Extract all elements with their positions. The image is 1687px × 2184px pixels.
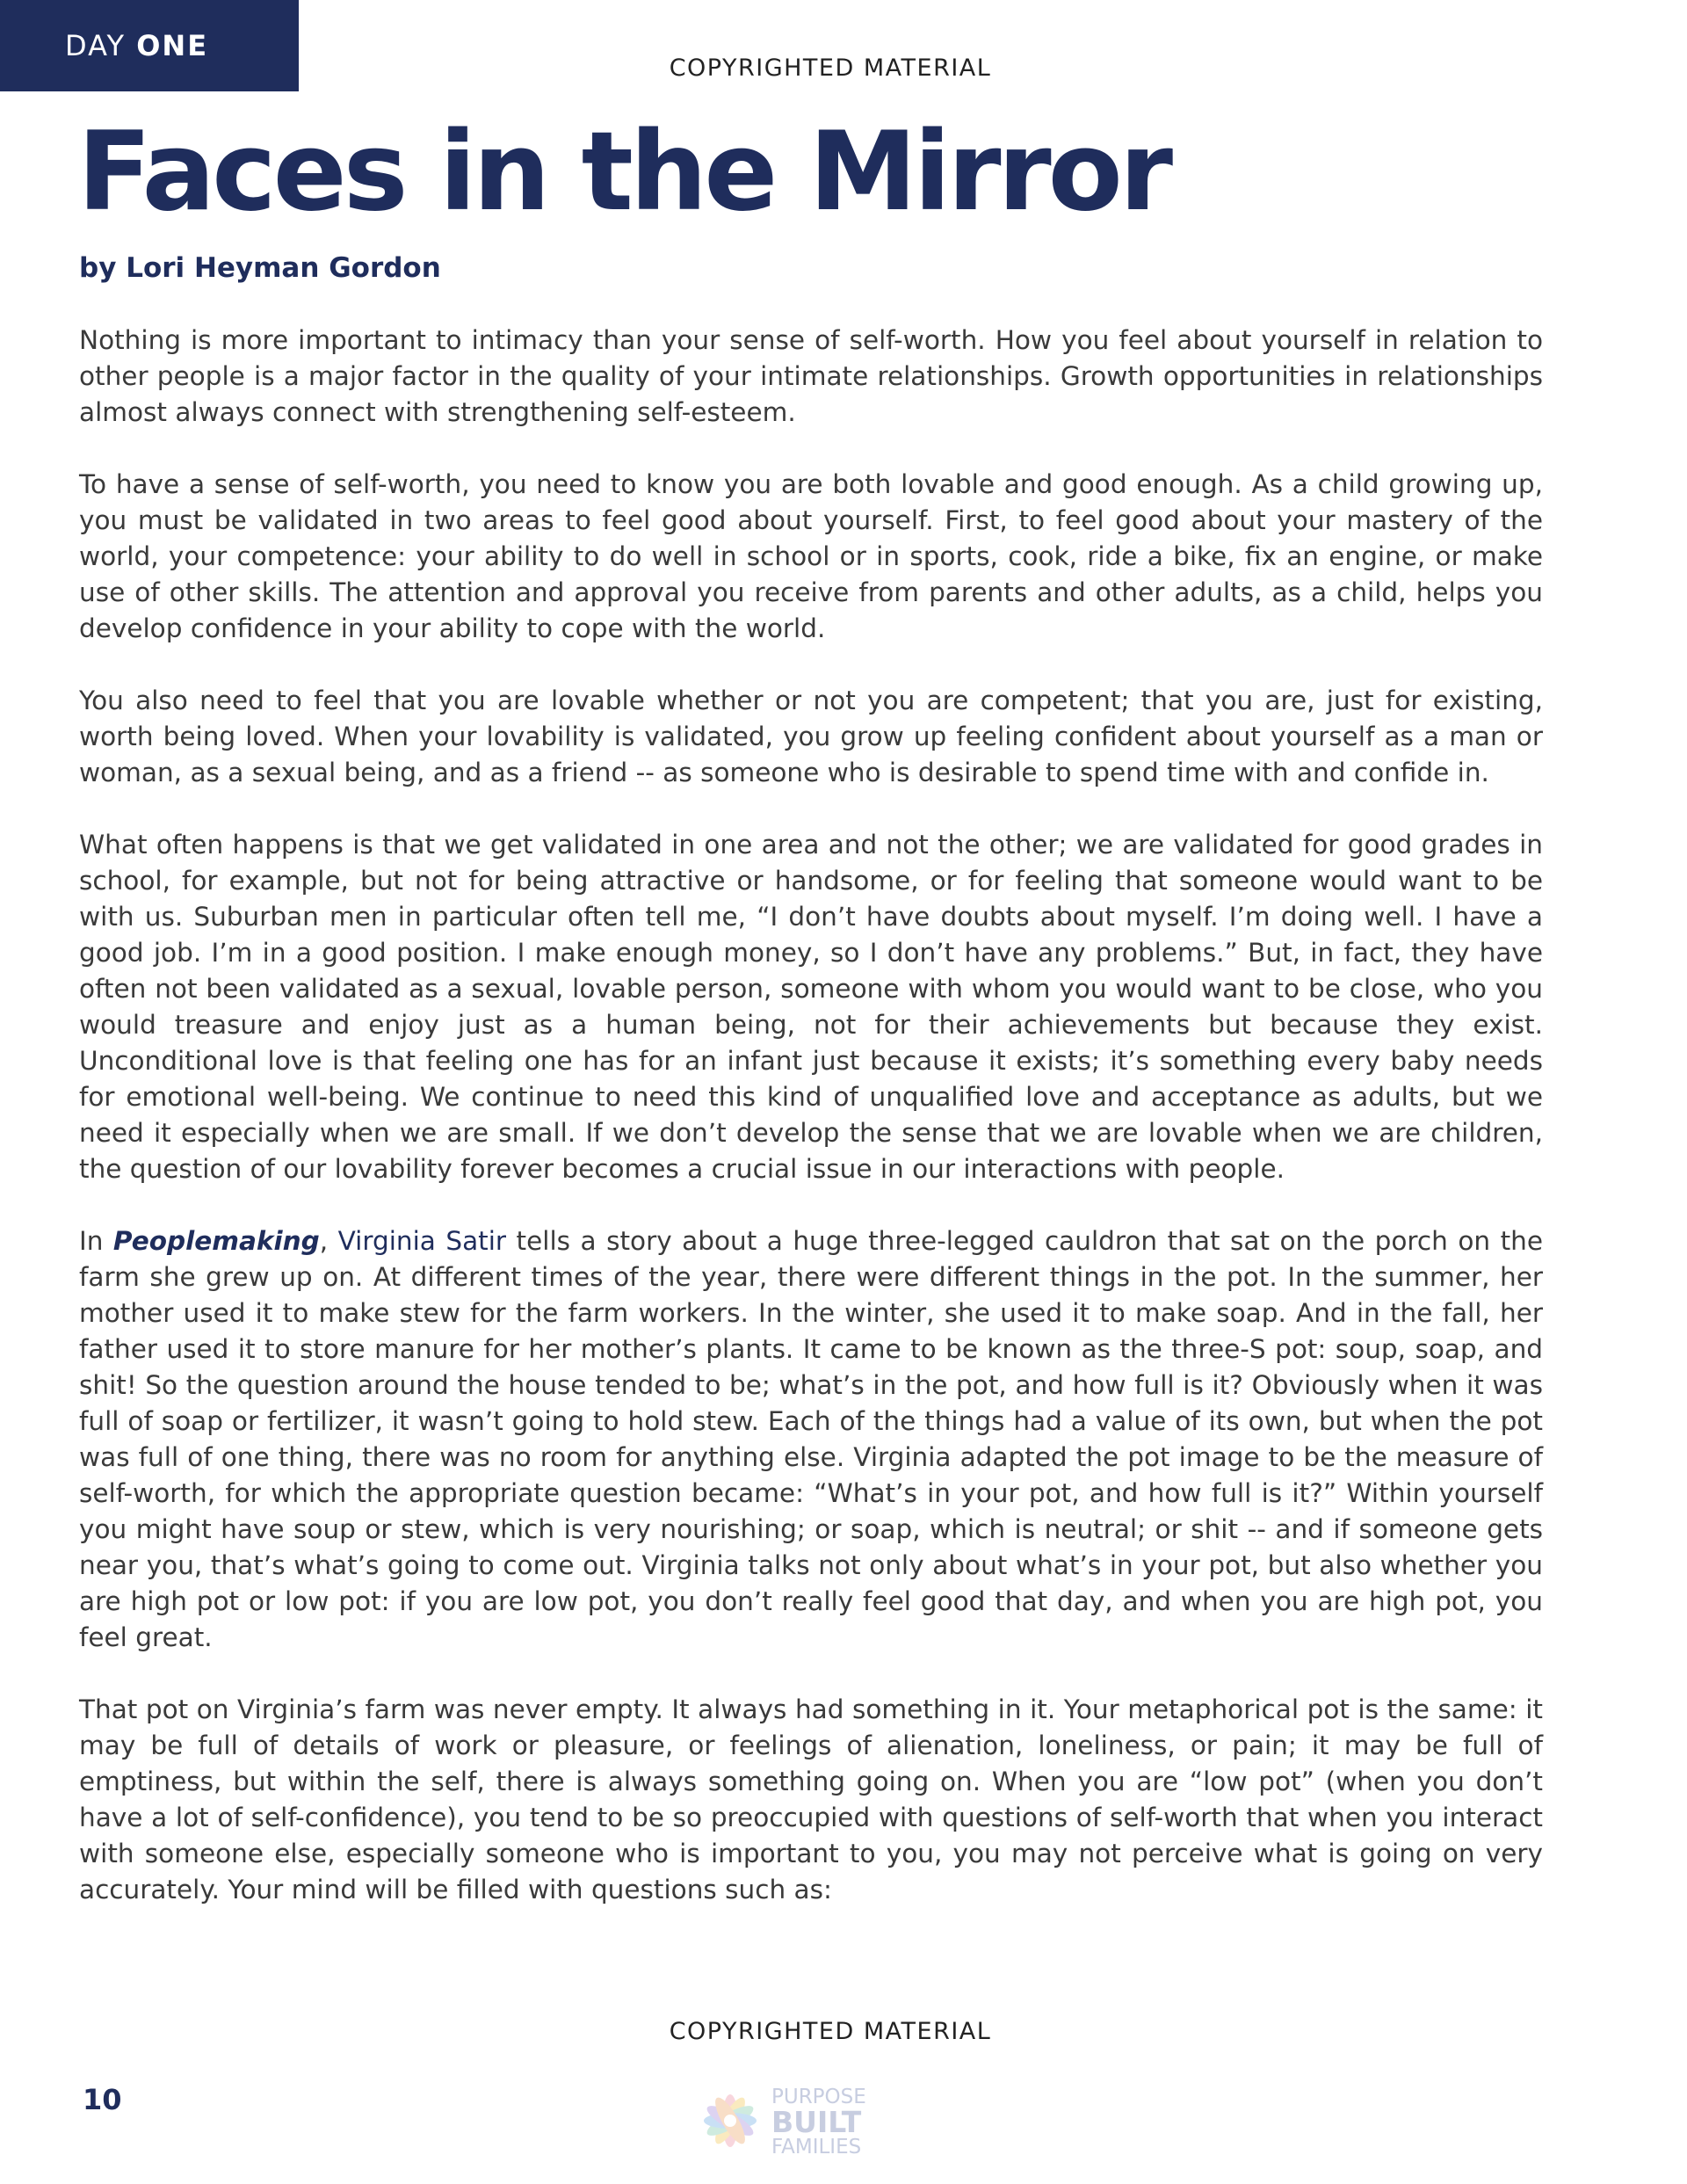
article-title: Faces in the Mirror [77,109,1170,236]
person-virginia-satir: Virginia Satir [337,1226,507,1256]
paragraph-5-text: tells a story about a huge three-legged cauldron that sat on the porch on the farm she grew up on. At different times of the year, there were different things in the pot. In the summer, her mother used it to make stew for the farm workers. In the winter, she used it to make soap. And in the fall, her father used it to store manure for her mother’s plants. It came to be known as the three-S pot: soup, soap, and shit! So the question around the house tended to be; what’s in the pot, and how full is it? Obviously when it was full of soap or fertilizer, it wasn’t going to hold stew. Each of the things had a value of its own, but when the pot was full of one thing, there was no room for anything else. Virginia adapted the pot image to be the measure of self-worth, for which the appropriate question became: “What’s in your pot, and how full is it?” Within yourself you might have soup or stew, which is very nourishing; or soap, which is neutral; or shit -- and if someone gets near you, that’s what’s going to come out. Virginia talks not only about what’s in your pot, but also whether you are high pot or low pot: if you are low pot, you don’t really feel good that day, and when you are high pot, you feel great. [79,1226,1543,1652]
copyright-notice-top: COPYRIGHTED MATERIAL [669,54,992,82]
page-number: 10 [83,2083,122,2116]
book-title-peoplemaking: Peoplemaking [112,1226,320,1256]
purpose-built-families-logo [691,2081,875,2160]
day-number: ONE [136,29,209,62]
paragraph-5-comma: , [319,1226,338,1256]
day-label: DAY [65,29,127,62]
article-byline: by Lori Heyman Gordon [79,252,441,284]
paragraph-6: That pot on Virginia’s farm was never empty. It always had something in it. Your metaphorical pot is the same: it may be full of details of work or pleasure, or feelings of alienation, loneliness, or pain; it may be full of emptiness, but within the self, there is always something going on. When you are “low pot” (when you don’t have a lot of self-confidence), you tend to be so preoccupied with questions of self-worth that when you interact with someone else, especially someone who is important to you, you may not perceive what is going on very accurately. Your mind will be filled with questions such as: [79,1694,1543,1905]
paragraph-3: You also need to feel that you are lovable whether or not you are competent; that you are, just for existing, worth being loved. When your lovability is validated, you grow up feeling confident about yourself as a man or woman, as a sexual being, and as a friend -- as someone who is desirable to spend time with and confide in. [79,686,1543,787]
paragraph-5 [79,1223,1543,1656]
logo-word-purpose: PURPOSE [771,2086,866,2108]
paragraph-5-lead: In [79,1226,113,1256]
logo-word-families: FAMILIES [771,2136,862,2159]
flower-icon [691,2081,770,2160]
logo-word-built: BUILT [771,2105,862,2139]
paragraph-2: To have a sense of self-worth, you need to know you are both lovable and good enough. As a child growing up, you must be validated in two areas to feel good about yourself. First, to feel good about your mastery of the world, your competence: your ability to do well in school or in sports, cook, ride a bike, fix an engine, or make use of other skills. The attention and approval you receive from parents and other adults, as a child, helps you develop confidence in your ability to cope with the world. [79,469,1543,643]
paragraph-1: Nothing is more important to intimacy than your sense of self-worth. How you feel about yourself in relation to other people is a major factor in the quality of your intimate relationships. Growth opportunities in relationships almost always connect with strengthening self-esteem. [79,325,1543,427]
logo-wordmark [771,2086,866,2159]
article-body [79,323,1543,1944]
copyright-notice-bottom: COPYRIGHTED MATERIAL [669,2018,992,2045]
paragraph-4: What often happens is that we get validated in one area and not the other; we are validated for good grades in school, for example, but not for being attractive or handsome, or for feeling that someone would want to be with us. Suburban men in particular often tell me, “I don’t have doubts about myself. I’m doing well. I have a good job. I’m in a good position. I make enough money, so I don’t have any problems.” But, in fact, they have often not been validated as a sexual, lovable person, someone with whom you would want to be close, who you would treasure and enjoy just as a human being, not for their achievements but because they exist. Unconditional love is that feeling one has for an infant just because it exists; it’s something every baby needs for emotional well-being. We continue to need this kind of unqualified love and acceptance as adults, but we need it especially when we are small. If we don’t develop the sense that we are lovable when we are children, the question of our lovability forever becomes a crucial issue in our interactions with people. [79,830,1543,1184]
